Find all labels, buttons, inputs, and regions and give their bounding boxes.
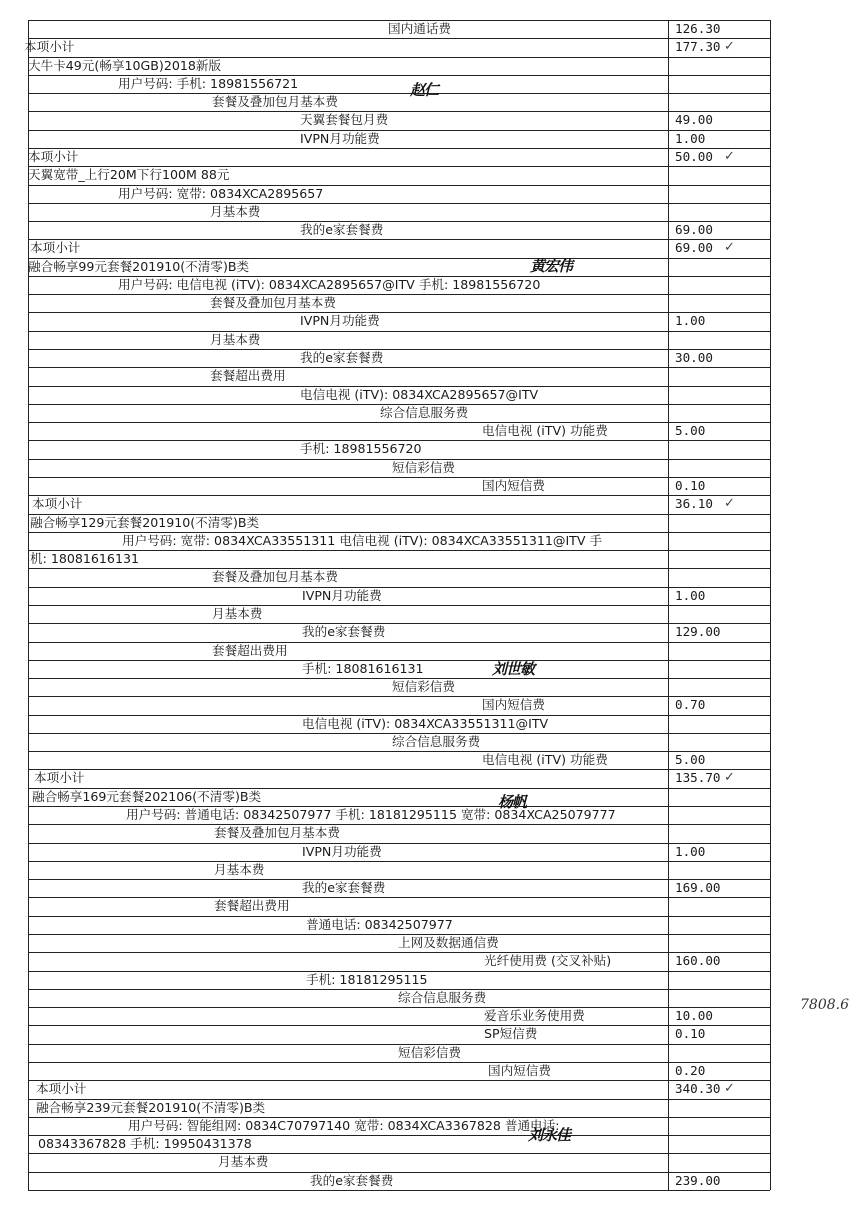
line-item-label: 我的e家套餐费	[310, 1172, 394, 1188]
subtotal-amount: 177.30	[675, 39, 721, 55]
line-item-label: 国内通话费	[388, 21, 451, 36]
check-mark: ✓	[724, 148, 735, 164]
line-item-label: 用户号码: 宽带: 0834XCA33551311 电信电视 (iTV): 0834XCA33551311@ITV 手	[122, 532, 603, 548]
line-item-label: IVPN月功能费	[300, 130, 380, 146]
line-item-amount: 1.00	[675, 130, 706, 146]
line-item-label: 短信彩信费	[398, 1044, 461, 1060]
subtotal-label: 本项小计	[32, 496, 83, 512]
line-item-amount: 5.00	[675, 752, 706, 768]
row-divider	[28, 422, 770, 423]
line-item-label: IVPN月功能费	[300, 313, 380, 329]
line-item-label: 手机: 18981556720	[300, 441, 422, 457]
line-item-amount: 30.00	[675, 350, 713, 366]
row-divider	[28, 1172, 770, 1173]
line-item-label: 大牛卡49元(畅享10GB)2018新版	[28, 57, 222, 73]
line-item-label: 国内短信费	[488, 1062, 551, 1078]
row-divider	[28, 367, 770, 368]
subtotal-label: 本项小计	[36, 1081, 87, 1097]
check-mark: ✓	[724, 1081, 735, 1097]
handwritten-signature: 赵仁	[410, 81, 439, 99]
row-divider	[28, 605, 770, 606]
check-mark: ✓	[724, 39, 735, 55]
line-item-amount: 126.30	[675, 21, 721, 36]
line-item-label: 天翼套餐包月费	[300, 112, 389, 128]
line-item-amount: 1.00	[675, 313, 706, 329]
line-item-label: SP短信费	[484, 1026, 538, 1042]
line-item-amount: 0.10	[675, 478, 706, 493]
line-item-amount: 10.00	[675, 1008, 713, 1024]
line-item-label: 光纤使用费 (交叉补贴)	[484, 953, 612, 969]
line-item-amount: 69.00	[675, 222, 713, 238]
line-item-label: 月基本费	[212, 605, 263, 621]
line-item-label: IVPN月功能费	[302, 843, 382, 859]
row-divider	[28, 148, 770, 149]
row-divider	[28, 1080, 770, 1081]
row-divider	[28, 312, 770, 313]
subtotal-label: 本项小计	[34, 770, 85, 786]
row-divider	[28, 1153, 770, 1154]
line-item-amount: 129.00	[675, 624, 721, 640]
row-divider	[28, 1025, 770, 1026]
subtotal-amount: 340.30	[675, 1081, 721, 1097]
line-item-amount: 239.00	[675, 1172, 721, 1188]
line-item-label: 我的e家套餐费	[302, 624, 386, 640]
line-item-label: 月基本费	[218, 1154, 269, 1170]
row-divider	[28, 897, 770, 898]
handwritten-signature: 刘世敏	[492, 660, 535, 678]
row-divider	[28, 495, 770, 496]
line-item-label: 爱音乐业务使用费	[484, 1008, 585, 1024]
line-item-label: 融合畅享239元套餐201910(不清零)B类	[36, 1099, 266, 1115]
column-divider	[668, 20, 669, 1190]
subtotal-label: 本项小计	[30, 240, 81, 256]
handwritten-signature: 黄宏伟	[530, 257, 573, 275]
handwritten-signature: 杨帆	[498, 793, 527, 811]
line-item-label: 我的e家套餐费	[300, 222, 384, 238]
subtotal-amount: 69.00	[675, 240, 713, 256]
subtotal-label: 本项小计	[24, 39, 75, 55]
row-divider	[28, 642, 770, 643]
line-item-label: 月基本费	[210, 331, 261, 347]
line-item-label: 08343367828 手机: 19950431378	[38, 1136, 252, 1152]
row-divider	[28, 843, 770, 844]
line-item-label: 手机: 18081616131	[302, 660, 424, 676]
row-divider	[28, 331, 770, 332]
line-item-label: 短信彩信费	[392, 679, 455, 695]
check-mark: ✓	[724, 240, 735, 256]
line-item-label: 用户号码: 宽带: 0834XCA2895657	[118, 185, 324, 201]
line-item-label: 上网及数据通信费	[398, 935, 499, 950]
line-item-label: 我的e家套餐费	[302, 880, 386, 896]
line-item-label: 用户号码: 普通电话: 08342507977 手机: 18181295115 宽带: 0834XCA25079777	[126, 807, 616, 823]
row-divider	[28, 1190, 770, 1191]
row-divider	[28, 952, 770, 953]
line-item-amount: 0.20	[675, 1062, 706, 1078]
line-item-label: 用户号码: 电信电视 (iTV): 0834XCA2895657@ITV 手机: 18981556720	[118, 276, 541, 292]
row-divider	[28, 221, 770, 222]
row-divider	[28, 130, 770, 131]
line-item-label: 普通电话: 08342507977	[306, 916, 453, 932]
line-item-amount: 1.00	[675, 843, 706, 859]
handwritten-signature: 刘永佳	[528, 1126, 571, 1144]
row-divider	[28, 587, 770, 588]
subtotal-label: 本项小计	[28, 148, 79, 164]
row-divider	[28, 294, 770, 295]
row-divider	[28, 1062, 770, 1063]
handwritten-margin-note: 7808.6	[800, 997, 849, 1013]
row-divider	[28, 38, 770, 39]
row-divider	[28, 751, 770, 752]
line-item-label: 天翼宽带_上行20M下行100M 88元	[28, 167, 230, 183]
row-divider	[28, 239, 770, 240]
line-item-amount: 169.00	[675, 880, 721, 896]
row-divider	[28, 861, 770, 862]
line-item-label: 用户号码: 智能组网: 0834C70797140 宽带: 0834XCA3367828 普通电话:	[128, 1117, 560, 1133]
line-item-label: 月基本费	[210, 203, 261, 219]
row-divider	[28, 696, 770, 697]
line-item-label: 套餐超出费用	[212, 642, 288, 658]
check-mark: ✓	[724, 770, 735, 786]
line-item-label: 电信电视 (iTV): 0834XCA33551311@ITV	[302, 715, 549, 731]
row-divider	[28, 568, 770, 569]
line-item-label: IVPN月功能费	[302, 587, 382, 603]
line-item-label: 融合畅享129元套餐201910(不清零)B类	[30, 514, 260, 530]
line-item-amount: 0.10	[675, 1026, 706, 1042]
row-divider	[28, 623, 770, 624]
line-item-label: 套餐超出费用	[210, 368, 286, 384]
line-item-label: 套餐及叠加包月基本费	[214, 825, 340, 841]
line-item-amount: 5.00	[675, 423, 706, 439]
line-item-label: 短信彩信费	[392, 459, 455, 475]
row-divider	[28, 111, 770, 112]
line-item-label: 综合信息服务费	[398, 989, 487, 1005]
row-divider	[28, 203, 770, 204]
row-divider	[28, 550, 770, 551]
line-item-label: 套餐及叠加包月基本费	[210, 295, 336, 311]
line-item-label: 融合畅享169元套餐202106(不清零)B类	[32, 788, 262, 804]
row-divider	[28, 93, 770, 94]
subtotal-amount: 50.00	[675, 148, 713, 164]
column-divider	[28, 20, 29, 1190]
line-item-amount: 0.70	[675, 697, 706, 713]
line-item-label: 套餐超出费用	[214, 898, 290, 914]
line-item-amount: 1.00	[675, 587, 706, 603]
line-item-amount: 49.00	[675, 112, 713, 128]
subtotal-amount: 135.70	[675, 770, 721, 786]
line-item-label: 月基本费	[214, 861, 265, 877]
row-divider	[28, 477, 770, 478]
line-item-label: 电信电视 (iTV) 功能费	[482, 752, 608, 768]
subtotal-amount: 36.10	[675, 496, 713, 512]
line-item-label: 套餐及叠加包月基本费	[212, 569, 338, 585]
line-item-label: 综合信息服务费	[380, 404, 469, 420]
line-item-label: 电信电视 (iTV): 0834XCA2895657@ITV	[300, 386, 539, 402]
row-divider	[28, 769, 770, 770]
row-divider	[28, 824, 770, 825]
line-item-label: 融合畅享99元套餐201910(不清零)B类	[28, 258, 250, 274]
check-mark: ✓	[724, 496, 735, 512]
line-item-label: 我的e家套餐费	[300, 350, 384, 366]
line-item-label: 国内短信费	[482, 478, 545, 493]
line-item-label: 用户号码: 手机: 18981556721	[118, 75, 299, 91]
line-item-label: 套餐及叠加包月基本费	[212, 94, 338, 110]
line-item-label: 机: 18081616131	[30, 551, 139, 567]
row-divider	[28, 1007, 770, 1008]
line-item-label: 电信电视 (iTV) 功能费	[482, 423, 608, 439]
line-item-label: 手机: 18181295115	[306, 971, 428, 987]
line-item-amount: 160.00	[675, 953, 721, 969]
line-item-label: 综合信息服务费	[392, 733, 481, 749]
line-item-label: 国内短信费	[482, 697, 545, 713]
row-divider	[28, 879, 770, 880]
column-divider	[770, 20, 771, 1190]
row-divider	[28, 349, 770, 350]
